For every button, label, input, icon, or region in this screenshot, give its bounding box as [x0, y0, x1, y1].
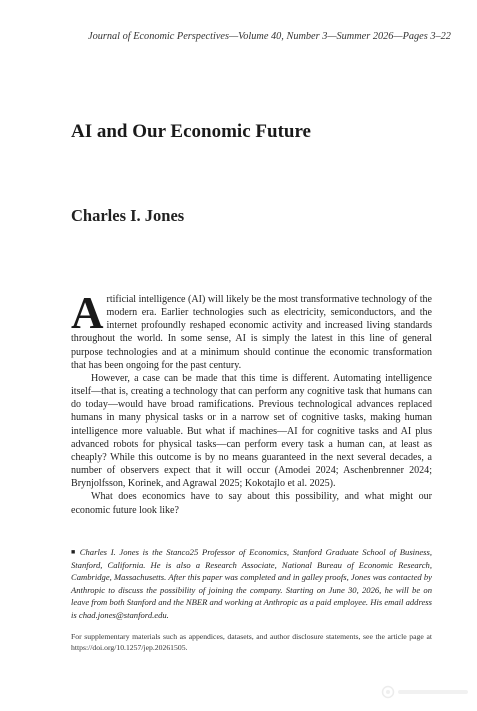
author-footnote: [71, 546, 432, 622]
supplementary-note: For supplementary materials such as appendices, datasets, and author disclosure statements, see the article page at https://doi.org/10.1257/jep.20261505.: [71, 632, 432, 652]
paragraph-3: What does economics have to say about this possibility, and what might our economic future look like?: [71, 491, 432, 516]
author-name: Charles I. Jones: [71, 206, 185, 225]
paragraph-1: [71, 288, 432, 372]
running-head: Journal of Economic Perspectives—Volume 40, Number 3—Summer 2026—Pages 3–22: [88, 31, 451, 42]
footnote-marker: ■: [71, 548, 77, 556]
watermark-logo: [380, 684, 472, 700]
footnote-text: Charles I. Jones is the Stanco25 Professor of Economics, Stanford Graduate School of Business, Stanford, California. He is also a Research Associate, National Bureau of Economic Research, Cambridge, Massachusetts. After this paper was completed and in galley proofs, Jones was contacted by Anthropic to discuss the possibility of joining the company. Starting on June 30, 2026, he will be on leave from both Stanford and the NBER and working at Anthropic as a paid employee. His email address is chad.jones@stanford.edu.: [71, 547, 432, 620]
paragraph-1-text: rtificial intelligence (AI) will likely be the most transformative technology of the modern era. Earlier technologies such as electricity, semiconductors, and the internet profoundly reshaped economic activity and increased living standards throughout the world. In some sense, AI is simply the latest in this line of general purpose technologies and at a minimum should continue the economic transformation that has been ongoing for the past century.: [71, 294, 432, 371]
article-title: AI and Our Economic Future: [71, 121, 311, 142]
drop-cap: A: [71, 288, 104, 338]
paragraph-2: However, a case can be made that this time is different. Automating intelligence itself—that is, creating a technology that can perform any cognitive task that humans can do today—would have broad ramifications. Previous technological advances replaced humans in many physical tasks or in a narrow set of cognitive tasks, making human intelligence more valuable. But what if machines—AI for cognitive tasks and AI plus advanced robots for physical tasks—can perform every task a human can, at least as cheaply? While this outcome is by no means guaranteed in the next several decades, a number of observers expect that it will occur (Amodei 2024; Aschenbrenner 2024; Brynjolfsson, Korinek, and Agrawal 2025; Kokotajlo et al. 2025).: [71, 372, 432, 490]
article-body: [71, 288, 432, 517]
